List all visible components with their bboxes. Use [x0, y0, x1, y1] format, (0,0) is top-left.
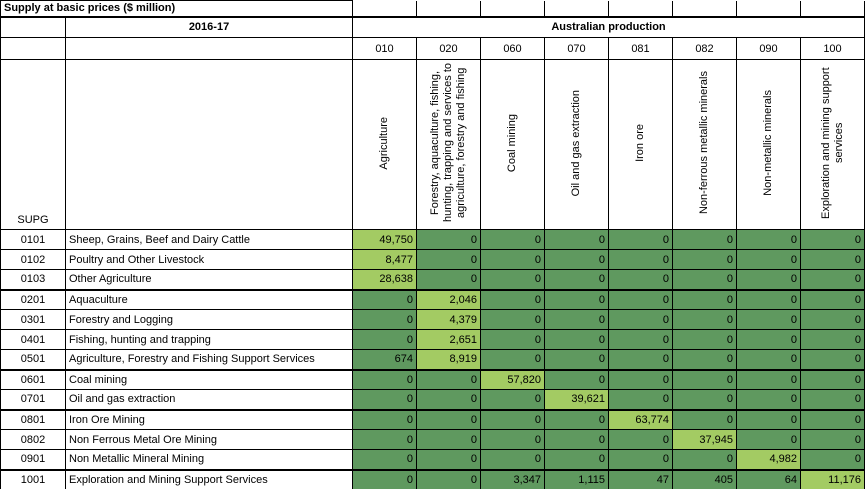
- data-cell-0401-010[interactable]: 0: [353, 330, 417, 350]
- data-cell-0401-090[interactable]: 0: [737, 330, 801, 350]
- data-cell-0103-020[interactable]: 0: [417, 270, 481, 290]
- row-label-0701[interactable]: Oil and gas extraction: [66, 390, 353, 410]
- blank-cell[interactable]: [737, 1, 801, 17]
- data-cell-0701-010[interactable]: 0: [353, 390, 417, 410]
- data-cell-0501-081[interactable]: 0: [609, 350, 673, 370]
- col-header-081[interactable]: [609, 60, 673, 230]
- data-cell-0801-100[interactable]: 0: [801, 410, 865, 430]
- col-code-070[interactable]: 070: [545, 38, 609, 60]
- data-cell-0103-082[interactable]: 0: [673, 270, 737, 290]
- col-header-label: Agriculture: [378, 116, 390, 170]
- table-row-0101: [1, 230, 865, 250]
- col-header-label: Exploration and mining support services: [819, 67, 845, 219]
- data-cell-0301-060[interactable]: 0: [481, 310, 545, 330]
- data-cell-0301-081[interactable]: 0: [609, 310, 673, 330]
- row-code-0801[interactable]: 0801: [1, 410, 66, 430]
- data-cell-0801-081[interactable]: 63,774: [609, 410, 673, 430]
- blank-cell[interactable]: [481, 1, 545, 17]
- col-header-label: Coal mining: [506, 113, 518, 173]
- blank-cell[interactable]: [417, 1, 481, 17]
- data-cell-0103-070[interactable]: 0: [545, 270, 609, 290]
- data-cell-0701-100[interactable]: 0: [801, 390, 865, 410]
- col-header-label: Iron ore: [634, 124, 646, 162]
- table-row-0601: [1, 370, 865, 390]
- row-label-1001[interactable]: Exploration and Mining Support Services: [66, 470, 353, 489]
- data-cell-0701-060[interactable]: 0: [481, 390, 545, 410]
- row-label-0601[interactable]: Coal mining: [66, 370, 353, 390]
- data-cell-0201-081[interactable]: 0: [609, 290, 673, 310]
- data-cell-0801-070[interactable]: 0: [545, 410, 609, 430]
- data-cell-0401-020[interactable]: 2,651: [417, 330, 481, 350]
- row-code-0103[interactable]: 0103: [1, 270, 66, 290]
- data-cell-0901-010[interactable]: 0: [353, 450, 417, 470]
- col-header-090[interactable]: [737, 60, 801, 230]
- table-row-0701: [1, 390, 865, 410]
- col-code-100[interactable]: 100: [801, 38, 865, 60]
- col-code-081[interactable]: 081: [609, 38, 673, 60]
- data-cell-0103-100[interactable]: 0: [801, 270, 865, 290]
- row-label-0501[interactable]: Agriculture, Forestry and Fishing Support Services: [66, 350, 353, 370]
- data-cell-0701-081[interactable]: 0: [609, 390, 673, 410]
- data-cell-0102-090[interactable]: 0: [737, 250, 801, 270]
- year-row: [1, 17, 865, 38]
- column-codes-row: [1, 38, 865, 60]
- blank-cell[interactable]: [1, 17, 66, 38]
- row-code-0802[interactable]: 0802: [1, 430, 66, 450]
- row-label-0301[interactable]: Forestry and Logging: [66, 310, 353, 330]
- data-cell-0601-082[interactable]: 0: [673, 370, 737, 390]
- data-cell-0102-082[interactable]: 0: [673, 250, 737, 270]
- data-cell-0201-010[interactable]: 0: [353, 290, 417, 310]
- blank-cell[interactable]: [609, 1, 673, 17]
- col-code-060[interactable]: 060: [481, 38, 545, 60]
- data-cell-0102-060[interactable]: 0: [481, 250, 545, 270]
- data-cell-0601-100[interactable]: 0: [801, 370, 865, 390]
- data-cell-0802-081[interactable]: 0: [609, 430, 673, 450]
- col-header-010[interactable]: [353, 60, 417, 230]
- data-cell-0301-020[interactable]: 4,379: [417, 310, 481, 330]
- col-header-label: Oil and gas extraction: [570, 89, 582, 197]
- data-cell-0301-090[interactable]: 0: [737, 310, 801, 330]
- data-cell-0201-082[interactable]: 0: [673, 290, 737, 310]
- row-label-0201[interactable]: Aquaculture: [66, 290, 353, 310]
- col-header-082[interactable]: [673, 60, 737, 230]
- row-label-0102[interactable]: Poultry and Other Livestock: [66, 250, 353, 270]
- blank-cell[interactable]: [66, 38, 353, 60]
- data-cell-0103-060[interactable]: 0: [481, 270, 545, 290]
- data-cell-0101-100[interactable]: 0: [801, 230, 865, 250]
- data-cell-0101-081[interactable]: 0: [609, 230, 673, 250]
- data-cell-0101-090[interactable]: 0: [737, 230, 801, 250]
- col-code-082[interactable]: 082: [673, 38, 737, 60]
- data-cell-0801-090[interactable]: 0: [737, 410, 801, 430]
- row-label-0401[interactable]: Fishing, hunting and trapping: [66, 330, 353, 350]
- data-cell-0901-100[interactable]: 0: [801, 450, 865, 470]
- data-cell-0103-010[interactable]: 28,638: [353, 270, 417, 290]
- blank-cell[interactable]: [66, 60, 353, 230]
- data-cell-0102-100[interactable]: 0: [801, 250, 865, 270]
- data-cell-0801-060[interactable]: 0: [481, 410, 545, 430]
- data-cell-0901-070[interactable]: 0: [545, 450, 609, 470]
- blank-cell[interactable]: [545, 1, 609, 17]
- data-cell-0201-070[interactable]: 0: [545, 290, 609, 310]
- data-cell-0101-010[interactable]: 49,750: [353, 230, 417, 250]
- data-cell-1001-060[interactable]: 3,347: [481, 470, 545, 489]
- table-row-1001: [1, 470, 865, 489]
- col-header-020[interactable]: [417, 60, 481, 230]
- data-cell-0802-060[interactable]: 0: [481, 430, 545, 450]
- data-cell-0301-082[interactable]: 0: [673, 310, 737, 330]
- blank-cell[interactable]: [1, 38, 66, 60]
- blank-cell[interactable]: [801, 1, 865, 17]
- row-label-0801[interactable]: Iron Ore Mining: [66, 410, 353, 430]
- row-code-0101[interactable]: 0101: [1, 230, 66, 250]
- row-axis-label[interactable]: SUPG: [1, 60, 66, 230]
- data-cell-0201-100[interactable]: 0: [801, 290, 865, 310]
- data-cell-0201-020[interactable]: 2,046: [417, 290, 481, 310]
- data-cell-0101-060[interactable]: 0: [481, 230, 545, 250]
- data-cell-0501-070[interactable]: 0: [545, 350, 609, 370]
- data-cell-0301-070[interactable]: 0: [545, 310, 609, 330]
- data-cell-1001-070[interactable]: 1,115: [545, 470, 609, 489]
- data-cell-0102-020[interactable]: 0: [417, 250, 481, 270]
- table-row-0901: [1, 450, 865, 470]
- row-code-0501[interactable]: 0501: [1, 350, 66, 370]
- col-code-090[interactable]: 090: [737, 38, 801, 60]
- data-cell-0901-060[interactable]: 0: [481, 450, 545, 470]
- row-code-0701[interactable]: 0701: [1, 390, 66, 410]
- table-row-0103: [1, 270, 865, 290]
- data-cell-0101-020[interactable]: 0: [417, 230, 481, 250]
- data-cell-0501-060[interactable]: 0: [481, 350, 545, 370]
- row-code-0102[interactable]: 0102: [1, 250, 66, 270]
- col-header-label: Forestry, aquaculture, fishing, hunting, trapping and services to agriculture, forestry and fishing: [429, 63, 467, 223]
- data-cell-0601-090[interactable]: 0: [737, 370, 801, 390]
- data-cell-0501-020[interactable]: 8,919: [417, 350, 481, 370]
- data-cell-0401-081[interactable]: 0: [609, 330, 673, 350]
- data-cell-1001-082[interactable]: 405: [673, 470, 737, 489]
- col-header-070[interactable]: [545, 60, 609, 230]
- data-cell-0802-100[interactable]: 0: [801, 430, 865, 450]
- data-cell-0401-060[interactable]: 0: [481, 330, 545, 350]
- table-title[interactable]: Supply at basic prices ($ million): [1, 1, 353, 17]
- data-cell-0201-060[interactable]: 0: [481, 290, 545, 310]
- data-cell-0501-090[interactable]: 0: [737, 350, 801, 370]
- table-row-0802: [1, 430, 865, 450]
- blank-cell[interactable]: [673, 1, 737, 17]
- column-headers-row: [1, 60, 865, 230]
- table-row-0201: [1, 290, 865, 310]
- data-cell-0802-090[interactable]: 0: [737, 430, 801, 450]
- row-code-0901[interactable]: 0901: [1, 450, 66, 470]
- row-code-0201[interactable]: 0201: [1, 290, 66, 310]
- data-cell-0901-090[interactable]: 4,982: [737, 450, 801, 470]
- data-cell-0802-010[interactable]: 0: [353, 430, 417, 450]
- data-cell-0701-090[interactable]: 0: [737, 390, 801, 410]
- row-label-0103[interactable]: Other Agriculture: [66, 270, 353, 290]
- data-cell-0102-010[interactable]: 8,477: [353, 250, 417, 270]
- data-cell-1001-081[interactable]: 47: [609, 470, 673, 489]
- data-cell-0101-070[interactable]: 0: [545, 230, 609, 250]
- data-cell-0401-082[interactable]: 0: [673, 330, 737, 350]
- row-code-0601[interactable]: 0601: [1, 370, 66, 390]
- col-code-010[interactable]: 010: [353, 38, 417, 60]
- row-label-0101[interactable]: Sheep, Grains, Beef and Dairy Cattle: [66, 230, 353, 250]
- col-header-060[interactable]: [481, 60, 545, 230]
- col-header-label: Non-metallic minerals: [762, 90, 774, 196]
- data-cell-0201-090[interactable]: 0: [737, 290, 801, 310]
- data-cell-0901-082[interactable]: 0: [673, 450, 737, 470]
- data-cell-0102-081[interactable]: 0: [609, 250, 673, 270]
- data-cell-0701-082[interactable]: 0: [673, 390, 737, 410]
- data-cell-0601-081[interactable]: 0: [609, 370, 673, 390]
- data-cell-0301-100[interactable]: 0: [801, 310, 865, 330]
- table-row-0401: [1, 330, 865, 350]
- row-label-0901[interactable]: Non Metallic Mineral Mining: [66, 450, 353, 470]
- data-cell-0801-020[interactable]: 0: [417, 410, 481, 430]
- data-cell-0802-020[interactable]: 0: [417, 430, 481, 450]
- data-cell-0101-082[interactable]: 0: [673, 230, 737, 250]
- data-cell-0102-070[interactable]: 0: [545, 250, 609, 270]
- table-row-0102: [1, 250, 865, 270]
- data-cell-1001-010[interactable]: 0: [353, 470, 417, 489]
- data-cell-1001-090[interactable]: 64: [737, 470, 801, 489]
- col-code-020[interactable]: 020: [417, 38, 481, 60]
- col-header-100[interactable]: [801, 60, 865, 230]
- col-header-label: Non-ferrous metallic minerals: [698, 71, 710, 215]
- data-cell-0601-070[interactable]: 0: [545, 370, 609, 390]
- row-code-1001[interactable]: 1001: [1, 470, 66, 489]
- row-label-0802[interactable]: Non Ferrous Metal Ore Mining: [66, 430, 353, 450]
- data-cell-0601-020[interactable]: 0: [417, 370, 481, 390]
- data-cell-0501-010[interactable]: 674: [353, 350, 417, 370]
- blank-cell[interactable]: [353, 1, 417, 17]
- table-row-0801: [1, 410, 865, 430]
- year-cell[interactable]: 2016-17: [66, 17, 353, 38]
- data-cell-0701-020[interactable]: 0: [417, 390, 481, 410]
- data-cell-0301-010[interactable]: 0: [353, 310, 417, 330]
- data-cell-0801-082[interactable]: 0: [673, 410, 737, 430]
- table-row-0501: [1, 350, 865, 370]
- data-cell-0701-070[interactable]: 39,621: [545, 390, 609, 410]
- data-cell-0601-010[interactable]: 0: [353, 370, 417, 390]
- production-header-cell[interactable]: Australian production: [353, 17, 865, 38]
- data-cell-0501-082[interactable]: 0: [673, 350, 737, 370]
- data-cell-0901-020[interactable]: 0: [417, 450, 481, 470]
- data-cell-0601-060[interactable]: 57,820: [481, 370, 545, 390]
- row-code-0301[interactable]: 0301: [1, 310, 66, 330]
- data-cell-1001-100[interactable]: 11,176: [801, 470, 865, 489]
- data-cell-1001-020[interactable]: 0: [417, 470, 481, 489]
- data-cell-0103-090[interactable]: 0: [737, 270, 801, 290]
- data-cell-0802-082[interactable]: 37,945: [673, 430, 737, 450]
- data-cell-0401-100[interactable]: 0: [801, 330, 865, 350]
- data-cell-0401-070[interactable]: 0: [545, 330, 609, 350]
- row-code-0401[interactable]: 0401: [1, 330, 66, 350]
- title-row: [1, 1, 865, 17]
- data-cell-0901-081[interactable]: 0: [609, 450, 673, 470]
- data-cell-0103-081[interactable]: 0: [609, 270, 673, 290]
- data-cell-0501-100[interactable]: 0: [801, 350, 865, 370]
- data-cell-0801-010[interactable]: 0: [353, 410, 417, 430]
- data-cell-0802-070[interactable]: 0: [545, 430, 609, 450]
- table-row-0301: [1, 310, 865, 330]
